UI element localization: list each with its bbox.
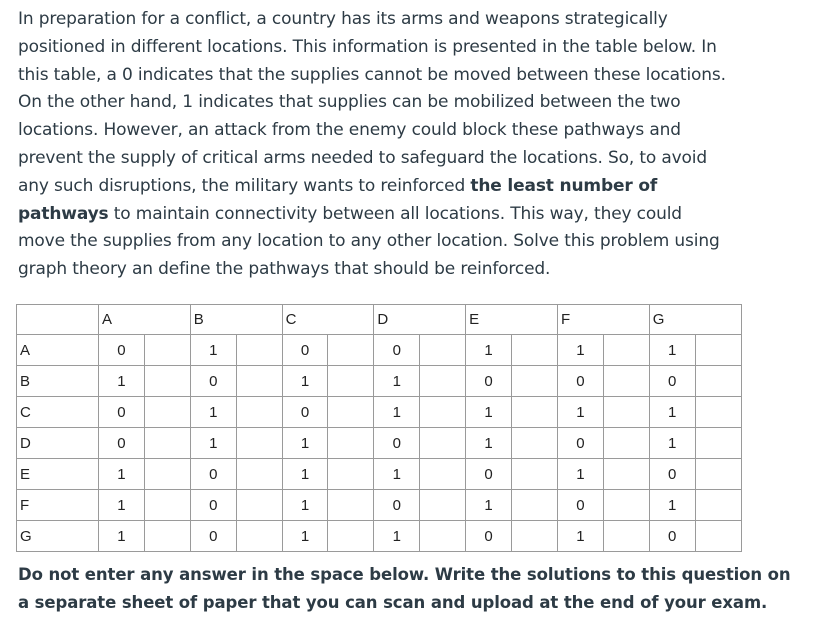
spacer-cell [695, 428, 741, 459]
value-cell: 1 [374, 366, 420, 397]
spacer-cell [328, 490, 374, 521]
value-cell: 0 [374, 335, 420, 366]
table-row [17, 521, 742, 552]
value-cell: 1 [282, 366, 328, 397]
table-row [17, 459, 742, 490]
value-cell: 1 [466, 428, 512, 459]
spacer-cell [328, 459, 374, 490]
value-cell: 1 [557, 459, 603, 490]
spacer-cell [603, 366, 649, 397]
spacer-cell [695, 335, 741, 366]
question-line: any such disruptions, the military wants to reinforced the least number of [18, 175, 658, 196]
spacer-cell [695, 459, 741, 490]
adjacency-table [16, 304, 742, 552]
spacer-cell [603, 428, 649, 459]
value-cell: 0 [99, 335, 145, 366]
column-header: A [99, 305, 191, 335]
value-cell: 1 [190, 428, 236, 459]
spacer-cell [603, 521, 649, 552]
value-cell: 0 [649, 459, 695, 490]
spacer-cell [328, 335, 374, 366]
spacer-cell [236, 521, 282, 552]
value-cell: 1 [99, 521, 145, 552]
spacer-cell [512, 521, 558, 552]
table-row [17, 366, 742, 397]
emphasis-text: the least number of [470, 175, 658, 196]
column-header: B [190, 305, 282, 335]
instruction-line: a separate sheet of paper that you can scan and upload at the end of your exam. [18, 592, 768, 612]
value-cell: 1 [374, 459, 420, 490]
spacer-cell [512, 459, 558, 490]
value-cell: 1 [557, 521, 603, 552]
value-cell: 1 [374, 397, 420, 428]
spacer-cell [695, 490, 741, 521]
spacer-cell [236, 366, 282, 397]
row-header: D [17, 428, 99, 459]
question-line: move the supplies from any location to any other location. Solve this problem using [18, 231, 720, 252]
value-cell: 0 [190, 366, 236, 397]
spacer-cell [420, 335, 466, 366]
value-cell: 1 [99, 366, 145, 397]
value-cell: 1 [649, 397, 695, 428]
spacer-cell [236, 459, 282, 490]
question-line: prevent the supply of critical arms needed to safeguard the locations. So, to avoid [18, 147, 708, 168]
value-cell: 0 [282, 335, 328, 366]
spacer-cell [328, 521, 374, 552]
spacer-cell [420, 490, 466, 521]
question-line: graph theory an define the pathways that should be reinforced. [18, 259, 551, 280]
spacer-cell [512, 490, 558, 521]
question-line: In preparation for a conflict, a country has its arms and weapons strategically [18, 9, 668, 29]
spacer-cell [420, 459, 466, 490]
spacer-cell [420, 366, 466, 397]
spacer-cell [236, 335, 282, 366]
spacer-cell [512, 366, 558, 397]
emphasis-text: pathways [18, 203, 109, 224]
spacer-cell [695, 521, 741, 552]
value-cell: 0 [649, 366, 695, 397]
row-header: A [17, 335, 99, 366]
row-header: F [17, 490, 99, 521]
value-cell: 0 [190, 459, 236, 490]
value-cell: 1 [649, 490, 695, 521]
table-row [17, 335, 742, 366]
value-cell: 1 [466, 335, 512, 366]
value-cell: 0 [649, 521, 695, 552]
value-cell: 1 [649, 335, 695, 366]
spacer-cell [420, 397, 466, 428]
value-cell: 1 [282, 490, 328, 521]
spacer-cell [512, 428, 558, 459]
question-text [18, 6, 808, 284]
value-cell: 1 [282, 521, 328, 552]
value-cell: 1 [282, 459, 328, 490]
spacer-cell [603, 490, 649, 521]
value-cell: 1 [466, 490, 512, 521]
value-cell: 0 [190, 521, 236, 552]
spacer-cell [603, 397, 649, 428]
value-cell: 0 [466, 366, 512, 397]
row-header: C [17, 397, 99, 428]
column-header: F [557, 305, 649, 335]
spacer-cell [328, 397, 374, 428]
spacer-cell [420, 521, 466, 552]
question-line: On the other hand, 1 indicates that supplies can be mobilized between the two [18, 92, 681, 113]
table-header-row [17, 305, 742, 335]
spacer-cell [144, 490, 190, 521]
row-header: E [17, 459, 99, 490]
value-cell: 1 [557, 335, 603, 366]
value-cell: 1 [374, 521, 420, 552]
table-row [17, 428, 742, 459]
instruction-line: Do not enter any answer in the space below. Write the solutions to this question on [18, 565, 791, 584]
table-row [17, 490, 742, 521]
row-header: G [17, 521, 99, 552]
value-cell: 1 [190, 397, 236, 428]
spacer-cell [328, 428, 374, 459]
question-line: positioned in different locations. This information is presented in the table below. In [18, 36, 717, 57]
value-cell: 1 [649, 428, 695, 459]
instruction-text [18, 561, 808, 617]
table-row [17, 397, 742, 428]
spacer-cell [236, 428, 282, 459]
spacer-cell [144, 459, 190, 490]
spacer-cell [695, 397, 741, 428]
spacer-cell [512, 335, 558, 366]
column-header: D [374, 305, 466, 335]
column-header: G [649, 305, 741, 335]
value-cell: 1 [190, 335, 236, 366]
spacer-cell [144, 521, 190, 552]
value-cell: 1 [99, 490, 145, 521]
spacer-cell [512, 397, 558, 428]
value-cell: 1 [282, 428, 328, 459]
spacer-cell [144, 397, 190, 428]
spacer-cell [236, 490, 282, 521]
spacer-cell [144, 428, 190, 459]
value-cell: 0 [557, 428, 603, 459]
value-cell: 0 [466, 521, 512, 552]
spacer-cell [603, 335, 649, 366]
value-cell: 0 [374, 428, 420, 459]
corner-cell [17, 305, 99, 335]
value-cell: 0 [557, 366, 603, 397]
row-header: B [17, 366, 99, 397]
value-cell: 0 [99, 428, 145, 459]
question-line: pathways to maintain connectivity between all locations. This way, they could [18, 203, 682, 224]
value-cell: 0 [466, 459, 512, 490]
value-cell: 0 [557, 490, 603, 521]
spacer-cell [144, 335, 190, 366]
value-cell: 0 [374, 490, 420, 521]
spacer-cell [144, 366, 190, 397]
value-cell: 0 [99, 397, 145, 428]
value-cell: 0 [282, 397, 328, 428]
spacer-cell [236, 397, 282, 428]
value-cell: 1 [557, 397, 603, 428]
column-header: E [466, 305, 558, 335]
spacer-cell [328, 366, 374, 397]
spacer-cell [603, 459, 649, 490]
column-header: C [282, 305, 374, 335]
question-line: locations. However, an attack from the enemy could block these pathways and [18, 120, 681, 141]
spacer-cell [695, 366, 741, 397]
question-line: this table, a 0 indicates that the supplies cannot be moved between these locations. [18, 64, 726, 85]
value-cell: 1 [466, 397, 512, 428]
spacer-cell [420, 428, 466, 459]
value-cell: 1 [99, 459, 145, 490]
value-cell: 0 [190, 490, 236, 521]
